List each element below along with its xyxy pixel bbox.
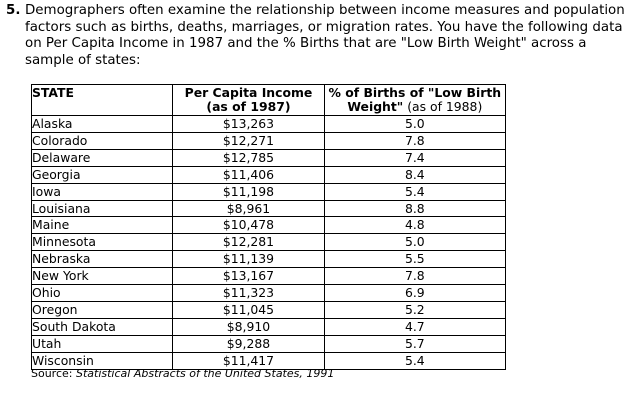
cell-state: Louisiana (32, 200, 173, 217)
cell-state: Alaska (32, 116, 173, 133)
question-number: 5. (6, 3, 21, 18)
cell-state: Wisconsin (32, 352, 173, 369)
table-body (32, 116, 506, 370)
table-row (32, 335, 506, 352)
cell-state: Oregon (32, 301, 173, 318)
table-row (32, 116, 506, 133)
cell-births: 5.2 (324, 301, 505, 318)
cell-income: $11,406 (173, 166, 324, 183)
cell-births: 7.8 (324, 268, 505, 285)
header-income (173, 85, 324, 116)
cell-births: 4.8 (324, 217, 505, 234)
table-row (32, 200, 506, 217)
cell-income: $12,281 (173, 234, 324, 251)
cell-births: 4.7 (324, 318, 505, 335)
table-row (32, 318, 506, 335)
table-row (32, 183, 506, 200)
table-row (32, 166, 506, 183)
table-header-row (32, 85, 506, 116)
source-label: Source: (31, 367, 76, 380)
cell-state: Utah (32, 335, 173, 352)
cell-births: 6.9 (324, 285, 505, 302)
cell-births: 5.4 (324, 183, 505, 200)
cell-births: 5.0 (324, 116, 505, 133)
header-births-weight: Weight" (347, 99, 404, 114)
cell-income: $9,288 (173, 335, 324, 352)
cell-state: New York (32, 268, 173, 285)
question-text: Demographers often examine the relationship between income measures and population factors such as births, deaths, marriages, or migration rates. You have the following data on Per Capita Income in 1987 and the % Births that are "Low Birth Weight" across a sample of states: (25, 3, 625, 68)
header-births-year: (as of 1988) (403, 99, 483, 114)
cell-income: $8,961 (173, 200, 324, 217)
cell-state: Nebraska (32, 251, 173, 268)
cell-births: 7.8 (324, 132, 505, 149)
source-title: Statistical Abstracts of the United States, 1991 (75, 367, 335, 380)
table-row (32, 285, 506, 302)
header-births (324, 85, 505, 116)
cell-state: Delaware (32, 149, 173, 166)
cell-income: $11,139 (173, 251, 324, 268)
cell-births: 7.4 (324, 149, 505, 166)
cell-income: $8,910 (173, 318, 324, 335)
cell-state: Minnesota (32, 234, 173, 251)
cell-state: Ohio (32, 285, 173, 302)
header-income-line2: (as of 1987) (206, 99, 291, 114)
cell-state: Colorado (32, 132, 173, 149)
cell-income: $12,271 (173, 132, 324, 149)
cell-income: $11,198 (173, 183, 324, 200)
table-row (32, 301, 506, 318)
cell-state: Iowa (32, 183, 173, 200)
table-row (32, 217, 506, 234)
cell-state: Maine (32, 217, 173, 234)
table-row (32, 132, 506, 149)
question-block (6, 3, 638, 69)
cell-state: Georgia (32, 166, 173, 183)
cell-income: $11,417 (173, 352, 324, 369)
cell-births: 5.5 (324, 251, 505, 268)
data-table (31, 84, 506, 370)
header-births-line1: % of Births of "Low Birth (328, 85, 502, 100)
cell-income: $12,785 (173, 149, 324, 166)
source-note (31, 367, 334, 381)
cell-state: South Dakota (32, 318, 173, 335)
cell-income: $11,045 (173, 301, 324, 318)
cell-births: 8.8 (324, 200, 505, 217)
cell-income: $13,263 (173, 116, 324, 133)
cell-income: $13,167 (173, 268, 324, 285)
table-row (32, 234, 506, 251)
cell-births: 5.7 (324, 335, 505, 352)
cell-births: 8.4 (324, 166, 505, 183)
cell-births: 5.4 (324, 352, 505, 369)
table-row (32, 149, 506, 166)
table-row (32, 251, 506, 268)
header-state: STATE (32, 85, 173, 116)
cell-births: 5.0 (324, 234, 505, 251)
cell-income: $11,323 (173, 285, 324, 302)
header-income-line1: Per Capita Income (184, 85, 313, 100)
header-births-line2 (325, 100, 505, 114)
cell-income: $10,478 (173, 217, 324, 234)
table-row (32, 268, 506, 285)
